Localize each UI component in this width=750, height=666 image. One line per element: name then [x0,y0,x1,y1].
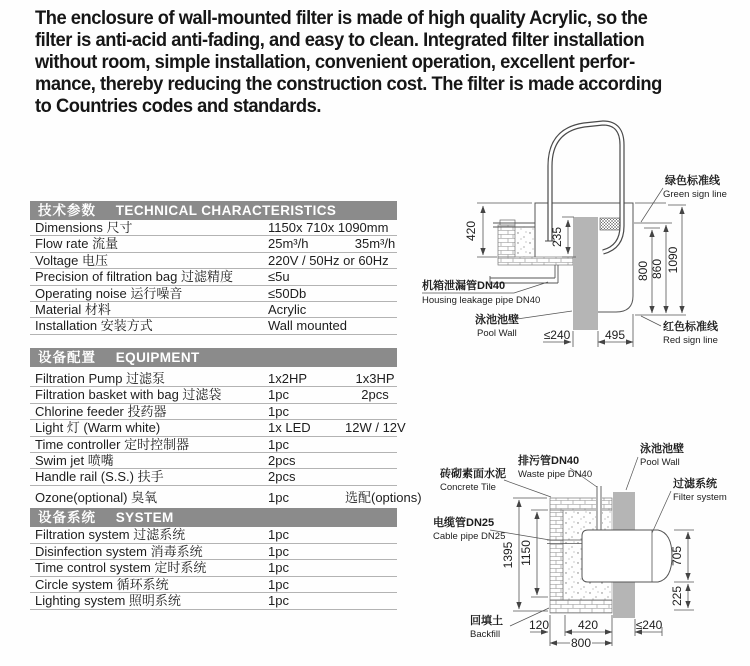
intro-line: filter is anti-acid anti-fading, and easy to clean. Integrated filter installation [35,29,645,51]
system-table [30,508,397,610]
row-label: Filtration system 过滤系统 [35,527,186,542]
dim-800: 800 [636,260,650,282]
backfill-label-cn: 回填土 [470,615,503,627]
waste-pipe [596,486,602,530]
leakage-pipe-label-en: Housing leakage pipe DN40 [422,295,541,306]
intro-line: to Countries codes and standards. [35,95,321,117]
row-value-1: 1x LED [268,420,311,436]
concrete-tile-label-en: Concrete Tile [440,482,496,493]
red-sign-line-label-en: Red sign line [663,335,718,346]
table-row [30,220,397,236]
leakage-pipe-label-cn: 机箱泄漏管DN40 [422,280,506,292]
table-row [30,302,397,318]
table-row [30,489,422,506]
row-label: Circle system 循环系统 [35,576,169,592]
row-value-2 [345,437,405,452]
waste-pipe-label-cn: 排污管DN40 [518,455,580,467]
pool-wall-label-en: Pool Wall [477,328,517,339]
row-value-1: 2pcs [268,469,296,485]
green-sign-line-label-cn: 绿色标准线 [665,175,720,187]
equipment-table [30,348,422,506]
row-label: Lighting system 照明系统 [35,593,181,609]
table-row [30,437,397,453]
row-label: Handle rail (S.S.) 扶手 [35,469,164,485]
dim-420: 420 [577,618,599,632]
row-value-2: 12W / 12V [345,420,406,436]
row-value-1: Wall mounted [268,318,347,334]
table-row [30,453,397,469]
table-row [30,593,397,610]
row-value-2 [345,269,405,284]
row-value-1: 220V / 50Hz or 60Hz [268,252,389,268]
row-value-1: 1pc [268,576,289,592]
dim-860: 860 [650,258,664,280]
dim-1150: 1150 [519,540,533,566]
filter-body [582,530,672,582]
row-value-2: 35m³/h [354,236,396,252]
header-title-cn: 设备系统 [38,510,96,525]
row-value-2: 选配(options) [345,489,422,505]
table-row [30,318,397,334]
table-row [30,560,397,577]
row-value-2 [345,404,405,419]
row-label: Filtration Pump 过滤泵 [35,371,166,386]
table-row [30,420,406,436]
row-label: Light 灯 (Warm white) [35,420,161,436]
table-row [30,527,397,544]
row-label: Material 材料 [35,301,111,317]
equipment-header-bar [30,348,397,367]
table-row [30,577,397,594]
system-header-bar [30,508,397,527]
table-row [30,371,397,387]
dim-420: 420 [464,220,478,242]
row-value-2 [345,560,405,576]
dim-800: 800 [570,636,592,650]
row-value-1: 1pc [268,560,289,576]
pool-wall-label-cn: 泳池池壁 [640,443,684,455]
foundation-section-diagram [420,400,750,666]
row-label: Disinfection system 消毒系统 [35,543,203,559]
table-row [30,269,397,285]
row-value-2 [347,318,407,333]
row-label: Voltage 电压 [35,252,108,268]
dim-495: 495 [604,328,626,342]
row-value-1: ≤5u [268,269,290,285]
row-label: Installation 安装方式 [35,318,153,334]
pool-wall-label-en: Pool Wall [640,457,680,468]
row-value-2 [345,593,405,609]
row-value-1: 1pc [268,387,289,403]
filter-system-label-en: Filter system [673,492,727,503]
backfill-label-en: Backfill [470,629,501,640]
row-label: Time control system 定时系统 [35,560,207,576]
row-value-1: 1pc [268,436,289,452]
row-value-2 [345,286,405,301]
technical-characteristics-table [30,201,397,335]
dim-1090: 1090 [666,246,680,274]
row-value-1: 1pc [268,527,289,542]
row-value-1: 1x2HP [268,371,308,386]
dim-705: 705 [670,545,684,567]
row-label: Flow rate 流量 [35,236,119,252]
header-title-en: SYSTEM [115,510,174,525]
row-value-2 [345,527,405,543]
row-value-2 [345,544,405,560]
red-sign-line-label-cn: 红色标准线 [663,321,718,333]
concrete-tile-label-cn: 砖砌素面水泥 [440,468,506,480]
row-value-1: 1pc [268,593,289,609]
row-value-1: 1pc [268,403,289,419]
table-row [30,236,397,252]
dim-120: 120 [528,618,550,632]
row-label: Filtration basket with bag 过滤袋 [35,387,222,403]
intro-line: The enclosure of wall-mounted filter is made of high quality Acrylic, so the [35,7,648,29]
header-title-en: EQUIPMENT [115,350,200,365]
row-value-2 [345,469,405,484]
filter-system-label-cn: 过滤系统 [673,478,717,490]
table-row [30,469,397,485]
dim-235: 235 [550,226,564,248]
row-label: Time controller 定时控制器 [35,436,190,452]
header-title-cn: 设备配置 [38,350,96,365]
dim-225: 225 [670,585,684,607]
installation-side-diagram [420,110,750,360]
header-title-en: TECHNICAL CHARACTERISTICS [115,203,337,218]
intro-paragraph [35,7,749,117]
row-value-1: 2pcs [268,452,296,468]
row-label: Operating noise 运行噪音 [35,285,183,301]
row-value-2: 2pcs [361,387,389,403]
cable-pipe-label-en: Cable pipe DN25 [433,531,506,542]
table-row [30,544,397,561]
pool-wall-block [573,217,598,330]
dim-1395: 1395 [501,541,515,569]
row-value-2: 1x3HP [355,371,395,386]
row-label: Ozone(optional) 臭氧 [35,489,158,505]
technical-header-bar [30,201,397,220]
technical-rows [30,220,397,335]
row-value-1: Acrylic [268,301,307,317]
table-row [30,286,397,302]
system-rows [30,527,397,610]
waste-pipe-label-en: Waste pipe DN40 [518,469,593,480]
intro-line: mance, thereby reducing the construction cost. The filter is made according [35,73,662,95]
row-value-2 [345,577,405,593]
equipment-rows [30,371,422,506]
row-label: Precision of filtration bag 过滤精度 [35,269,233,285]
dim-240: ≤240 [543,328,571,342]
dim-240: ≤240 [635,618,663,632]
row-label: Dimensions 尺寸 [35,220,133,235]
row-label: Swim jet 喷嘴 [35,452,114,468]
row-value-1: 1150x 710x 1090mm [268,220,389,235]
table-row [30,253,397,269]
green-sign-line-label-en: Green sign line [663,189,727,200]
row-value-1: ≤50Db [268,285,307,301]
intro-line: without room, simple installation, convenient operation, excellent perfor- [35,51,635,73]
pool-wall-label-cn: 泳池池壁 [475,314,519,326]
table-row [30,404,397,420]
cable-pipe-label-cn: 电缆管DN25 [433,517,495,529]
table-row [30,387,397,403]
row-value-1: 1pc [268,543,289,559]
header-title-cn: 技术参数 [38,203,96,218]
row-value-2 [345,453,405,468]
row-label: Chlorine feeder 投药器 [35,403,167,419]
row-value-1: 25m³/h [268,236,309,252]
row-value-2 [345,302,405,317]
row-value-1: 1pc [268,489,289,505]
